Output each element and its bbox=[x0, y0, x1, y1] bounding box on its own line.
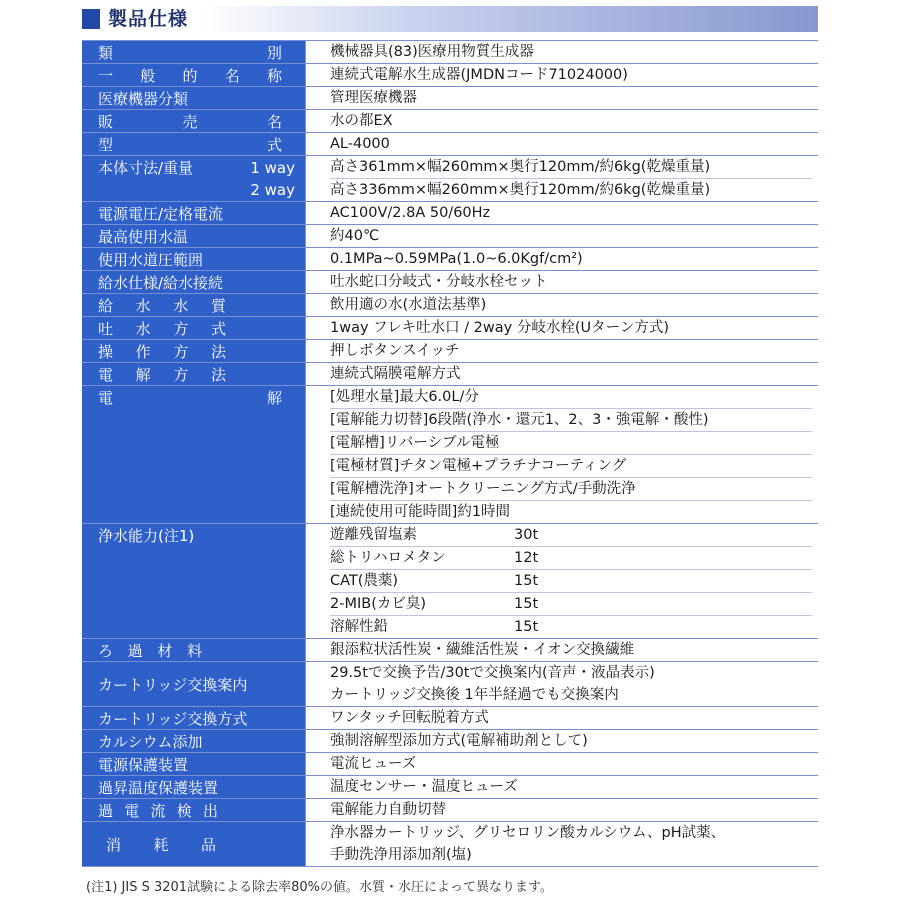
spec-label-text: 電源電圧/定格電流 bbox=[98, 204, 224, 223]
spec-label-text: 本体寸法/重量 bbox=[98, 158, 194, 177]
spec-row-filter-material bbox=[82, 639, 818, 662]
spec-label bbox=[82, 799, 306, 821]
spec-label bbox=[82, 524, 306, 638]
spec-label bbox=[82, 776, 306, 798]
spec-label bbox=[82, 753, 306, 775]
spec-row-device-class bbox=[82, 87, 818, 110]
spec-value: 水の都EX bbox=[330, 113, 393, 129]
spec-label-text: カルシウム添加 bbox=[98, 732, 203, 751]
spec-value: 強制溶解型添加方式(電解補助剤として) bbox=[330, 733, 588, 749]
spec-label-text: カートリッジ交換案内 bbox=[98, 675, 248, 694]
spec-row-generic-name bbox=[82, 64, 818, 87]
spec-value-2way: 高さ336mm×幅260mm×奥行120mm/約6kg(乾燥重量) bbox=[330, 178, 812, 201]
section-title: 製品仕様 bbox=[108, 8, 189, 30]
spec-value: 電流ヒューズ bbox=[330, 756, 417, 772]
spec-row-power bbox=[82, 202, 818, 225]
spec-label-text: 一 般 的 名 称 bbox=[98, 66, 282, 85]
spec-label bbox=[82, 340, 306, 362]
spec-value-line: 29.5tで交換予告/30tで交換案内(音声・液晶表示) bbox=[330, 665, 655, 681]
spec-label bbox=[82, 225, 306, 247]
spec-label bbox=[82, 41, 306, 63]
spec-label-text: 消 耗 品 bbox=[106, 835, 216, 854]
spec-label-text: 型 式 bbox=[98, 135, 282, 154]
spec-label bbox=[82, 133, 306, 155]
header-marker-icon bbox=[82, 9, 100, 29]
spec-value: 飲用適の水(水道法基準) bbox=[330, 297, 487, 313]
spec-row-water-quality bbox=[82, 294, 818, 317]
spec-value-line: カートリッジ交換後 1年半経過でも交換案内 bbox=[330, 687, 619, 703]
spec-value-line: [電解槽洗浄]オートクリーニング方式/手動洗浄 bbox=[330, 477, 812, 500]
spec-value: AL-4000 bbox=[330, 136, 390, 152]
spec-label bbox=[82, 822, 306, 866]
spec-value-line: [電解能力切替]6段階(浄水・還元1、2、3・強電解・酸性) bbox=[330, 408, 812, 431]
spec-label bbox=[82, 202, 306, 224]
spec-label-text: 浄水能力(注1) bbox=[98, 527, 195, 545]
spec-value-1way: 高さ361mm×幅260mm×奥行120mm/約6kg(乾燥重量) bbox=[330, 159, 711, 175]
filter-capacity-item: 遊離残留塩素 30t bbox=[330, 527, 539, 543]
spec-label-text: 使用水道圧範囲 bbox=[98, 250, 204, 269]
spec-row-water-supply bbox=[82, 271, 818, 294]
spec-label-text: 類 別 bbox=[98, 43, 282, 62]
spec-value: AC100V/2.8A 50/60Hz bbox=[330, 205, 491, 221]
filter-capacity-item: 溶解性鉛 15t bbox=[330, 615, 812, 638]
spec-label bbox=[82, 294, 306, 316]
section-header bbox=[82, 6, 818, 32]
spec-row-pressure bbox=[82, 248, 818, 271]
spec-row-sales-name bbox=[82, 110, 818, 133]
spec-row-electrolysis-method bbox=[82, 363, 818, 386]
spec-row-dimensions bbox=[82, 156, 818, 202]
spec-label-text: 過昇温度保護装置 bbox=[98, 778, 219, 797]
spec-label bbox=[82, 363, 306, 385]
spec-label bbox=[82, 730, 306, 752]
spec-value: 銀添粒状活性炭・繊維活性炭・イオン交換繊維 bbox=[330, 642, 635, 658]
spec-label-text: 販 売 名 bbox=[98, 112, 282, 131]
spec-value: 電解能力自動切替 bbox=[330, 802, 446, 818]
filter-capacity-item: 総トリハロメタン 12t bbox=[330, 546, 812, 569]
spec-row-consumables bbox=[82, 822, 818, 867]
spec-label bbox=[82, 639, 306, 661]
spec-value: 温度センサー・温度ヒューズ bbox=[330, 779, 518, 795]
spec-label bbox=[82, 271, 306, 293]
spec-label-text: 医療機器分類 bbox=[98, 89, 189, 108]
spec-value-line: 浄水器カートリッジ、グリセロリン酸カルシウム、pH試薬、 bbox=[330, 825, 726, 841]
spec-label-text: 給水仕様/給水接続 bbox=[98, 273, 224, 292]
spec-label-text: ろ 過 材 料 bbox=[98, 641, 202, 660]
spec-label bbox=[82, 64, 306, 86]
spec-label bbox=[82, 707, 306, 729]
spec-row-model bbox=[82, 133, 818, 156]
spec-row-max-temp bbox=[82, 225, 818, 248]
spec-label-text: 給 水 水 質 bbox=[98, 296, 226, 315]
spec-row-cartridge-method bbox=[82, 707, 818, 730]
spec-value-line: [処理水量]最大6.0L/分 bbox=[330, 389, 479, 405]
spec-label bbox=[82, 248, 306, 270]
spec-value: 0.1MPa~0.59MPa(1.0~6.0Kgf/cm²) bbox=[330, 251, 583, 267]
spec-value: 吐水蛇口分岐式・分岐水栓セット bbox=[330, 274, 548, 290]
spec-label bbox=[82, 662, 306, 706]
spec-label-text: 吐 水 方 式 bbox=[98, 319, 226, 338]
spec-label-text: カートリッジ交換方式 bbox=[98, 709, 248, 728]
spec-value: 管理医療機器 bbox=[330, 90, 417, 106]
spec-row-overheat bbox=[82, 776, 818, 799]
spec-value-line: [電極材質]チタン電極+プラチナコーティング bbox=[330, 454, 812, 477]
spec-row-overcurrent bbox=[82, 799, 818, 822]
spec-label-text: 電 解 方 法 bbox=[98, 365, 226, 384]
filter-capacity-item: CAT(農薬) 15t bbox=[330, 569, 812, 592]
spec-label bbox=[82, 317, 306, 339]
spec-value: 機械器具(83)医療用物質生成器 bbox=[330, 44, 534, 60]
spec-row-operation bbox=[82, 340, 818, 363]
spec-table bbox=[82, 40, 818, 867]
spec-row-category bbox=[82, 41, 818, 64]
spec-label bbox=[82, 110, 306, 132]
spec-label-text: 電 解 bbox=[98, 389, 282, 407]
spec-value-line: [連続使用可能時間]約1時間 bbox=[330, 500, 812, 523]
spec-value: ワンタッチ回転脱着方式 bbox=[330, 710, 489, 726]
spec-value-line: [電解槽]リバーシブル電極 bbox=[330, 431, 812, 454]
spec-sublabel-2way: 2 way bbox=[250, 180, 295, 199]
footnote: (注1) JIS S 3201試験による除去率80%の値。水質・水圧によって異なります。 bbox=[86, 880, 553, 895]
spec-label bbox=[82, 386, 306, 523]
spec-label bbox=[82, 156, 306, 201]
spec-sublabel-1way: 1 way bbox=[250, 158, 295, 177]
spec-row-filter-capacity bbox=[82, 524, 818, 639]
spec-label-text: 過 電 流 検 出 bbox=[98, 801, 218, 820]
spec-value: 押しボタンスイッチ bbox=[330, 343, 460, 359]
filter-capacity-item: 2-MIB(カビ臭) 15t bbox=[330, 592, 812, 615]
spec-label bbox=[82, 87, 306, 109]
spec-label-text: 電源保護装置 bbox=[98, 755, 189, 774]
spec-value: 連続式隔膜電解方式 bbox=[330, 366, 461, 382]
spec-value-line: 手動洗浄用添加剤(塩) bbox=[330, 847, 472, 863]
spec-row-power-protection bbox=[82, 753, 818, 776]
spec-row-discharge bbox=[82, 317, 818, 340]
spec-value: 1way フレキ吐水口 / 2way 分岐水栓(Uターン方式) bbox=[330, 320, 669, 336]
spec-row-electrolysis bbox=[82, 386, 818, 524]
spec-row-cartridge-notice bbox=[82, 662, 818, 707]
spec-label-text: 操 作 方 法 bbox=[98, 342, 226, 361]
spec-value: 連続式電解水生成器(JMDNコード71024000) bbox=[330, 67, 628, 83]
spec-value: 約40℃ bbox=[330, 228, 380, 244]
spec-label-text: 最高使用水温 bbox=[98, 227, 189, 246]
spec-row-calcium bbox=[82, 730, 818, 753]
